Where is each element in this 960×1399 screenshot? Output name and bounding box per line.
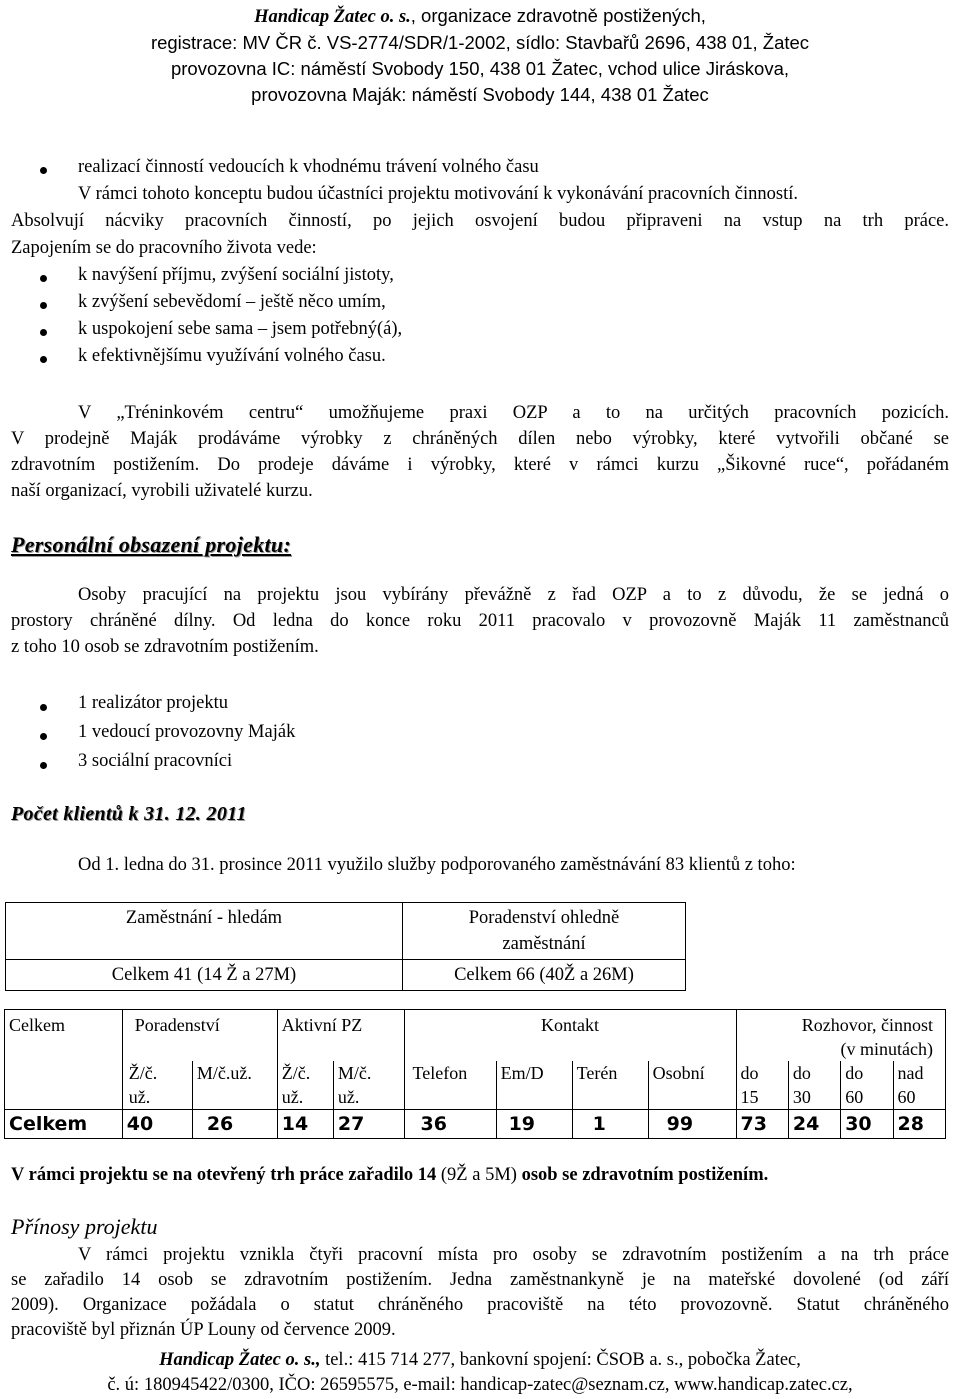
table1-total-col2: Celkem 66 (40Ž a 26M): [403, 960, 686, 991]
benefits-line-3: 2009). Organizace požádala o statut chráněného pracoviště na této provozovně. Statut chráněného: [11, 1295, 949, 1315]
bullet-icon: [40, 704, 47, 711]
detail-table: [4, 1009, 946, 1139]
t2-total-label: Celkem: [5, 1110, 123, 1139]
benefits-line-4: pracoviště byl přiznán ÚP Louny od července 2009.: [11, 1320, 396, 1340]
t2-total-value: 26: [192, 1110, 277, 1139]
t2-sub: Ž/č. už.: [122, 1061, 192, 1110]
t2-sub: Telefon: [404, 1061, 496, 1110]
t2-sub: do 30: [788, 1061, 840, 1110]
t2-sub: do 60: [841, 1061, 893, 1110]
t2-sub: Terén: [572, 1061, 648, 1110]
t2-sub: Em/D: [496, 1061, 572, 1110]
personnel-bullet: 1 realizátor projektu: [78, 693, 228, 713]
t2-sub: nad 60: [893, 1061, 945, 1110]
org-name: Handicap Žatec o. s.: [254, 7, 411, 27]
intro-bullet: k uspokojení sebe sama – jsem potřebný(á),: [78, 319, 403, 339]
bullet-icon: [40, 275, 47, 282]
intro-line-1: V rámci tohoto konceptu budou účastníci projektu motivování k vykonávání pracovních činností.: [78, 184, 798, 204]
training-line-3: zdravotním postižením. Do prodeje dáváme i výrobky, které v rámci kurzu „Šikovné ruce“, pořádaném: [11, 455, 949, 475]
personnel-bullet: 1 vedoucí provozovny Maják: [78, 722, 296, 742]
placement-line: V rámci projektu se na otevřený trh práce zařadilo 14 (9Ž a 5M) osob se zdravotním postižením.: [11, 1165, 769, 1185]
t2-sub: Osobní: [648, 1061, 736, 1110]
personnel-bullet: 3 sociální pracovníci: [78, 751, 233, 771]
clients-intro: Od 1. ledna do 31. prosince 2011 využilo služby podporovaného zaměstnávání 83 klientů z toho:: [78, 855, 796, 875]
personnel-line-1: Osoby pracující na projektu jsou vybírány převážně z řad OZP a to z důvodu, že se jedná o: [78, 585, 949, 605]
t2-total-value: 28: [893, 1110, 945, 1139]
personnel-line-2: prostory chráněné dílny. Od ledna do konce roku 2011 pracovalo v provozovně Maják 11 zaměstnanců: [11, 611, 949, 631]
bullet-icon: [40, 356, 47, 363]
t2-h-poradenstvi: Poradenství: [122, 1010, 277, 1062]
t2-h-celkem: Celkem: [5, 1010, 123, 1062]
t2-h-rozhovor: Rozhovor, činnost (v minutách): [736, 1010, 945, 1062]
intro-line-3: Zapojením se do pracovního života vede:: [11, 238, 317, 258]
t2-h-aktivni: Aktivní PZ: [277, 1010, 404, 1062]
t2-total-value: 73: [736, 1110, 788, 1139]
benefits-heading: Přínosy projektu: [11, 1214, 158, 1239]
t2-sub: Ž/č. už.: [277, 1061, 333, 1110]
training-line-2: V prodejně Maják prodáváme výrobky z chráněných dílen nebo výrobky, které vytvořili občané se: [11, 429, 949, 449]
t2-total-value: 1: [572, 1110, 648, 1139]
t2-total-value: 24: [788, 1110, 840, 1139]
t2-total-value: 30: [841, 1110, 893, 1139]
bullet-icon: [40, 733, 47, 740]
header-line-2: registrace: MV ČR č. VS-2774/SDR/1-2002, sídlo: Stavbařů 2696, 438 01, Žatec: [150, 32, 810, 53]
table1-total-col1: Celkem 41 (14 Ž a 27M): [6, 960, 403, 991]
t2-h-kontakt: Kontakt: [404, 1010, 736, 1062]
header-line-1: Handicap Žatec o. s., organizace zdravotně postižených,: [254, 5, 706, 27]
intro-line-2: Absolvují nácviky pracovních činností, po jejich osvojení budou připraveni na vstup na trh práce.: [11, 211, 949, 231]
bullet-icon: [40, 302, 47, 309]
bullet-icon: [40, 329, 47, 336]
footer-line-2: č. ú: 180945422/0300, IČO: 26595575, e-mail: handicap-zatec@seznam.cz, www.handicap.zatec.cz,: [107, 1375, 853, 1395]
personnel-heading: Personální obsazení projektu:: [11, 532, 292, 557]
t2-total-value: 27: [333, 1110, 404, 1139]
header-line-3: provozovna IC: náměstí Svobody 150, 438 01 Žatec, vchod ulice Jiráskova,: [170, 58, 790, 79]
t2-total-value: 99: [648, 1110, 736, 1139]
table1-header-col1: Zaměstnání - hledám: [6, 903, 403, 960]
summary-table: [5, 902, 686, 991]
training-line-4: naší organizací, vyrobili uživatelé kurzu.: [11, 481, 313, 501]
intro-bullet: k navýšení příjmu, zvýšení sociální jistoty,: [78, 265, 394, 285]
clients-heading: Počet klientů k 31. 12. 2011: [11, 803, 247, 825]
benefits-line-2: se zařadilo 14 osob se zdravotním postižením. Jedna zaměstnankyně je na mateřské dovolené (od září: [11, 1270, 949, 1290]
t2-total-value: 19: [496, 1110, 572, 1139]
t2-total-value: 40: [122, 1110, 192, 1139]
footer-line-1: Handicap Žatec o. s., tel.: 415 714 277, bankovní spojení: ČSOB a. s., pobočka Žatec,: [159, 1350, 801, 1370]
t2-sub: M/č.už.: [192, 1061, 277, 1110]
personnel-line-3: z toho 10 osob se zdravotním postižením.: [11, 637, 319, 657]
intro-bullet: k efektivnějšímu využívání volného času.: [78, 346, 386, 366]
bullet-icon: [40, 762, 47, 769]
table1-header-col2: Poradenství ohledně zaměstnání: [403, 903, 686, 960]
t2-total-value: 36: [404, 1110, 496, 1139]
benefits-line-1: V rámci projektu vznikla čtyři pracovní místa pro osoby se zdravotním postižením a na trh práce: [78, 1245, 949, 1265]
t2-sub: do 15: [736, 1061, 788, 1110]
footer-org-name: Handicap Žatec o. s.,: [159, 1350, 321, 1370]
header-line-4: provozovna Maják: náměstí Svobody 144, 438 01 Žatec: [251, 84, 709, 105]
training-line-1: V „Tréninkovém centru“ umožňujeme praxi OZP a to na určitých pracovních pozicích.: [78, 403, 949, 423]
t2-sub: M/č. už.: [333, 1061, 404, 1110]
intro-bullet-top: realizací činností vedoucích k vhodnému trávení volného času: [78, 157, 539, 177]
bullet-icon: [40, 167, 47, 174]
t2-total-value: 14: [277, 1110, 333, 1139]
intro-bullet: k zvýšení sebevědomí – ještě něco umím,: [78, 292, 386, 312]
